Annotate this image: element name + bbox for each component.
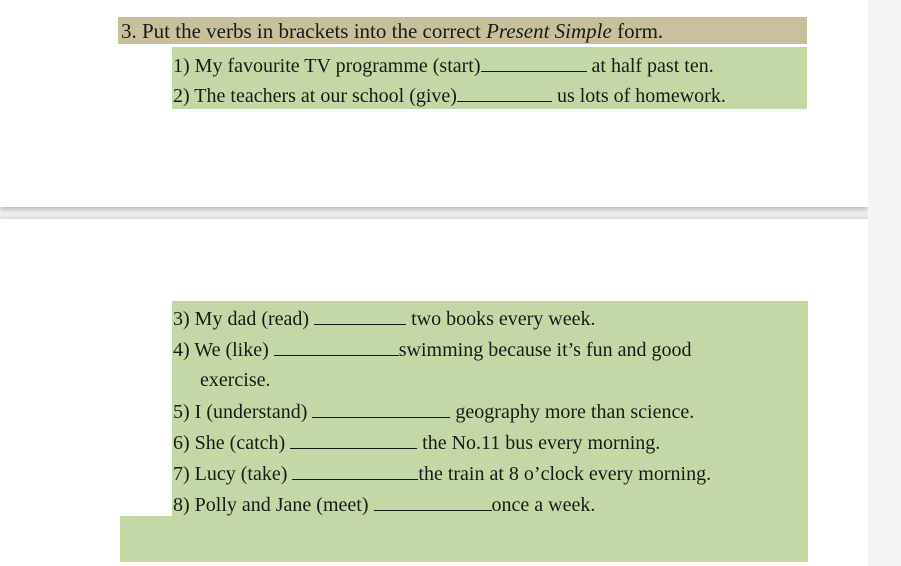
item-prompt: 3) My dad (read) [173,308,315,330]
answer-blank[interactable] [374,492,492,511]
item-prompt: 1) My favourite TV programme (start) [173,55,481,77]
viewer-gutter [868,0,901,566]
exercise-item-1 [173,53,714,78]
items-highlight-footer [120,516,808,562]
answer-blank[interactable] [292,461,418,480]
answer-blank[interactable] [481,53,587,72]
exercise-item-4-wrap [200,368,271,392]
answer-blank[interactable] [290,430,417,449]
item-continuation: swimming because it’s fun and good [398,339,692,361]
exercise-item-4 [173,337,692,362]
item-continuation: us lots of homework. [551,85,726,107]
item-continuation: at half past ten. [586,55,714,77]
item-continuation: two books every week. [406,308,596,330]
exercise-item-5 [173,399,694,424]
exercise-item-8 [173,492,595,517]
item-continuation: geography more than science. [450,401,695,423]
item-continuation: exercise. [200,369,271,391]
answer-blank[interactable] [312,399,450,418]
task-heading [121,19,663,43]
heading-emphasis: Present Simple [486,19,612,43]
item-continuation: the No.11 bus every morning. [417,432,661,454]
item-prompt: 5) I (understand) [173,401,313,423]
item-prompt: 2) The teachers at our school (give) [173,85,457,107]
heading-text: 3. Put the verbs in brackets into the correct [121,19,487,43]
item-continuation: the train at 8 o’clock every morning. [418,463,712,485]
answer-blank[interactable] [314,306,406,325]
exercise-item-7 [173,461,711,486]
exercise-item-2 [173,83,726,108]
item-prompt: 8) Polly and Jane (meet) [173,494,374,516]
exercise-item-3 [173,306,595,331]
heading-suffix: form. [611,19,664,43]
answer-blank[interactable] [457,83,552,102]
item-continuation: once a week. [491,494,596,516]
answer-blank[interactable] [274,337,399,356]
item-prompt: 6) She (catch) [173,432,291,454]
exercise-item-6 [173,430,660,455]
item-prompt: 7) Lucy (take) [173,463,293,485]
item-prompt: 4) We (like) [173,339,274,361]
